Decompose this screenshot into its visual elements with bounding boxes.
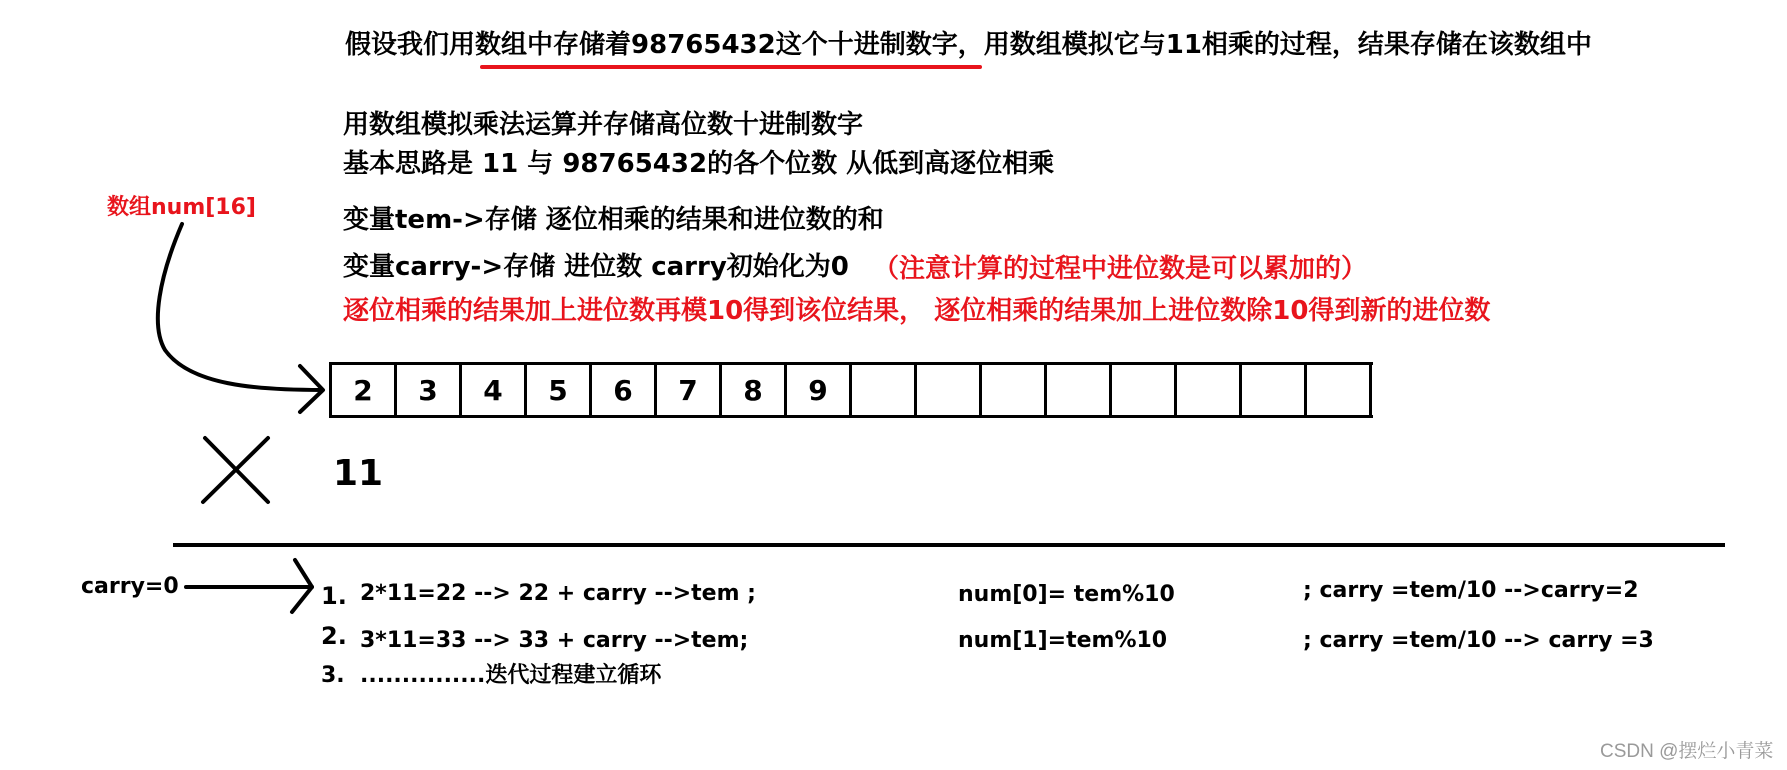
- step-assign: num[1]=tem%10: [958, 628, 1168, 653]
- multiplier: 11: [333, 453, 384, 494]
- array-pointer-arrow: [158, 224, 323, 412]
- desc-line2: 基本思路是 11 与 98765432的各个位数 从低到高逐位相乘: [343, 149, 1055, 179]
- array-cell: 7: [657, 365, 722, 415]
- array-cell: 6: [592, 365, 657, 415]
- watermark: CSDN @摆烂小青菜: [1600, 741, 1774, 762]
- multiply-icon: [203, 438, 268, 502]
- var-carry-desc: 变量carry->存储 进位数 carry初始化为0: [343, 252, 849, 282]
- step-calc: ...............迭代过程建立循环: [360, 663, 662, 688]
- array-cell: 8: [722, 365, 787, 415]
- title-underlined: 数组中存储着98765432这个十进制数字: [475, 30, 958, 60]
- step-carry: ; carry =tem/10 -->carry=2: [1303, 578, 1639, 603]
- var-tem-desc: 变量tem->存储 逐位相乘的结果和进位数的和: [343, 205, 884, 235]
- array-label: 数组num[16]: [107, 195, 256, 220]
- rule-text: 逐位相乘的结果加上进位数再模10得到该位结果， 逐位相乘的结果加上进位数除10得到新的进位数: [343, 296, 1491, 326]
- step-number: 1.: [321, 582, 347, 610]
- desc-line1: 用数组模拟乘法运算并存储高位数十进制数字: [343, 110, 864, 140]
- step-number: 3.: [321, 663, 345, 688]
- step-assign: num[0]= tem%10: [958, 582, 1175, 607]
- array-cell: 4: [462, 365, 527, 415]
- array-cell: 5: [527, 365, 592, 415]
- array-cell: 3: [397, 365, 462, 415]
- array-cell: 9: [787, 365, 852, 415]
- carry-label: carry=0: [81, 574, 179, 599]
- carry-note: （注意计算的过程中进位数是可以累加的）: [873, 254, 1368, 284]
- step-carry: ; carry =tem/10 --> carry =3: [1303, 628, 1654, 653]
- array-cell: 2: [332, 365, 397, 415]
- step-number: 2.: [321, 622, 347, 650]
- title-part1: 假设我们用: [345, 30, 476, 60]
- step-calc: 3*11=33 --> 33 + carry -->tem;: [360, 628, 749, 653]
- step-calc: 2*11=22 --> 22 + carry -->tem ;: [360, 581, 756, 606]
- carry-arrow: [186, 560, 312, 612]
- title-part3: ，用数组模拟它与11相乘的过程，结果存储在该数组中: [957, 30, 1592, 60]
